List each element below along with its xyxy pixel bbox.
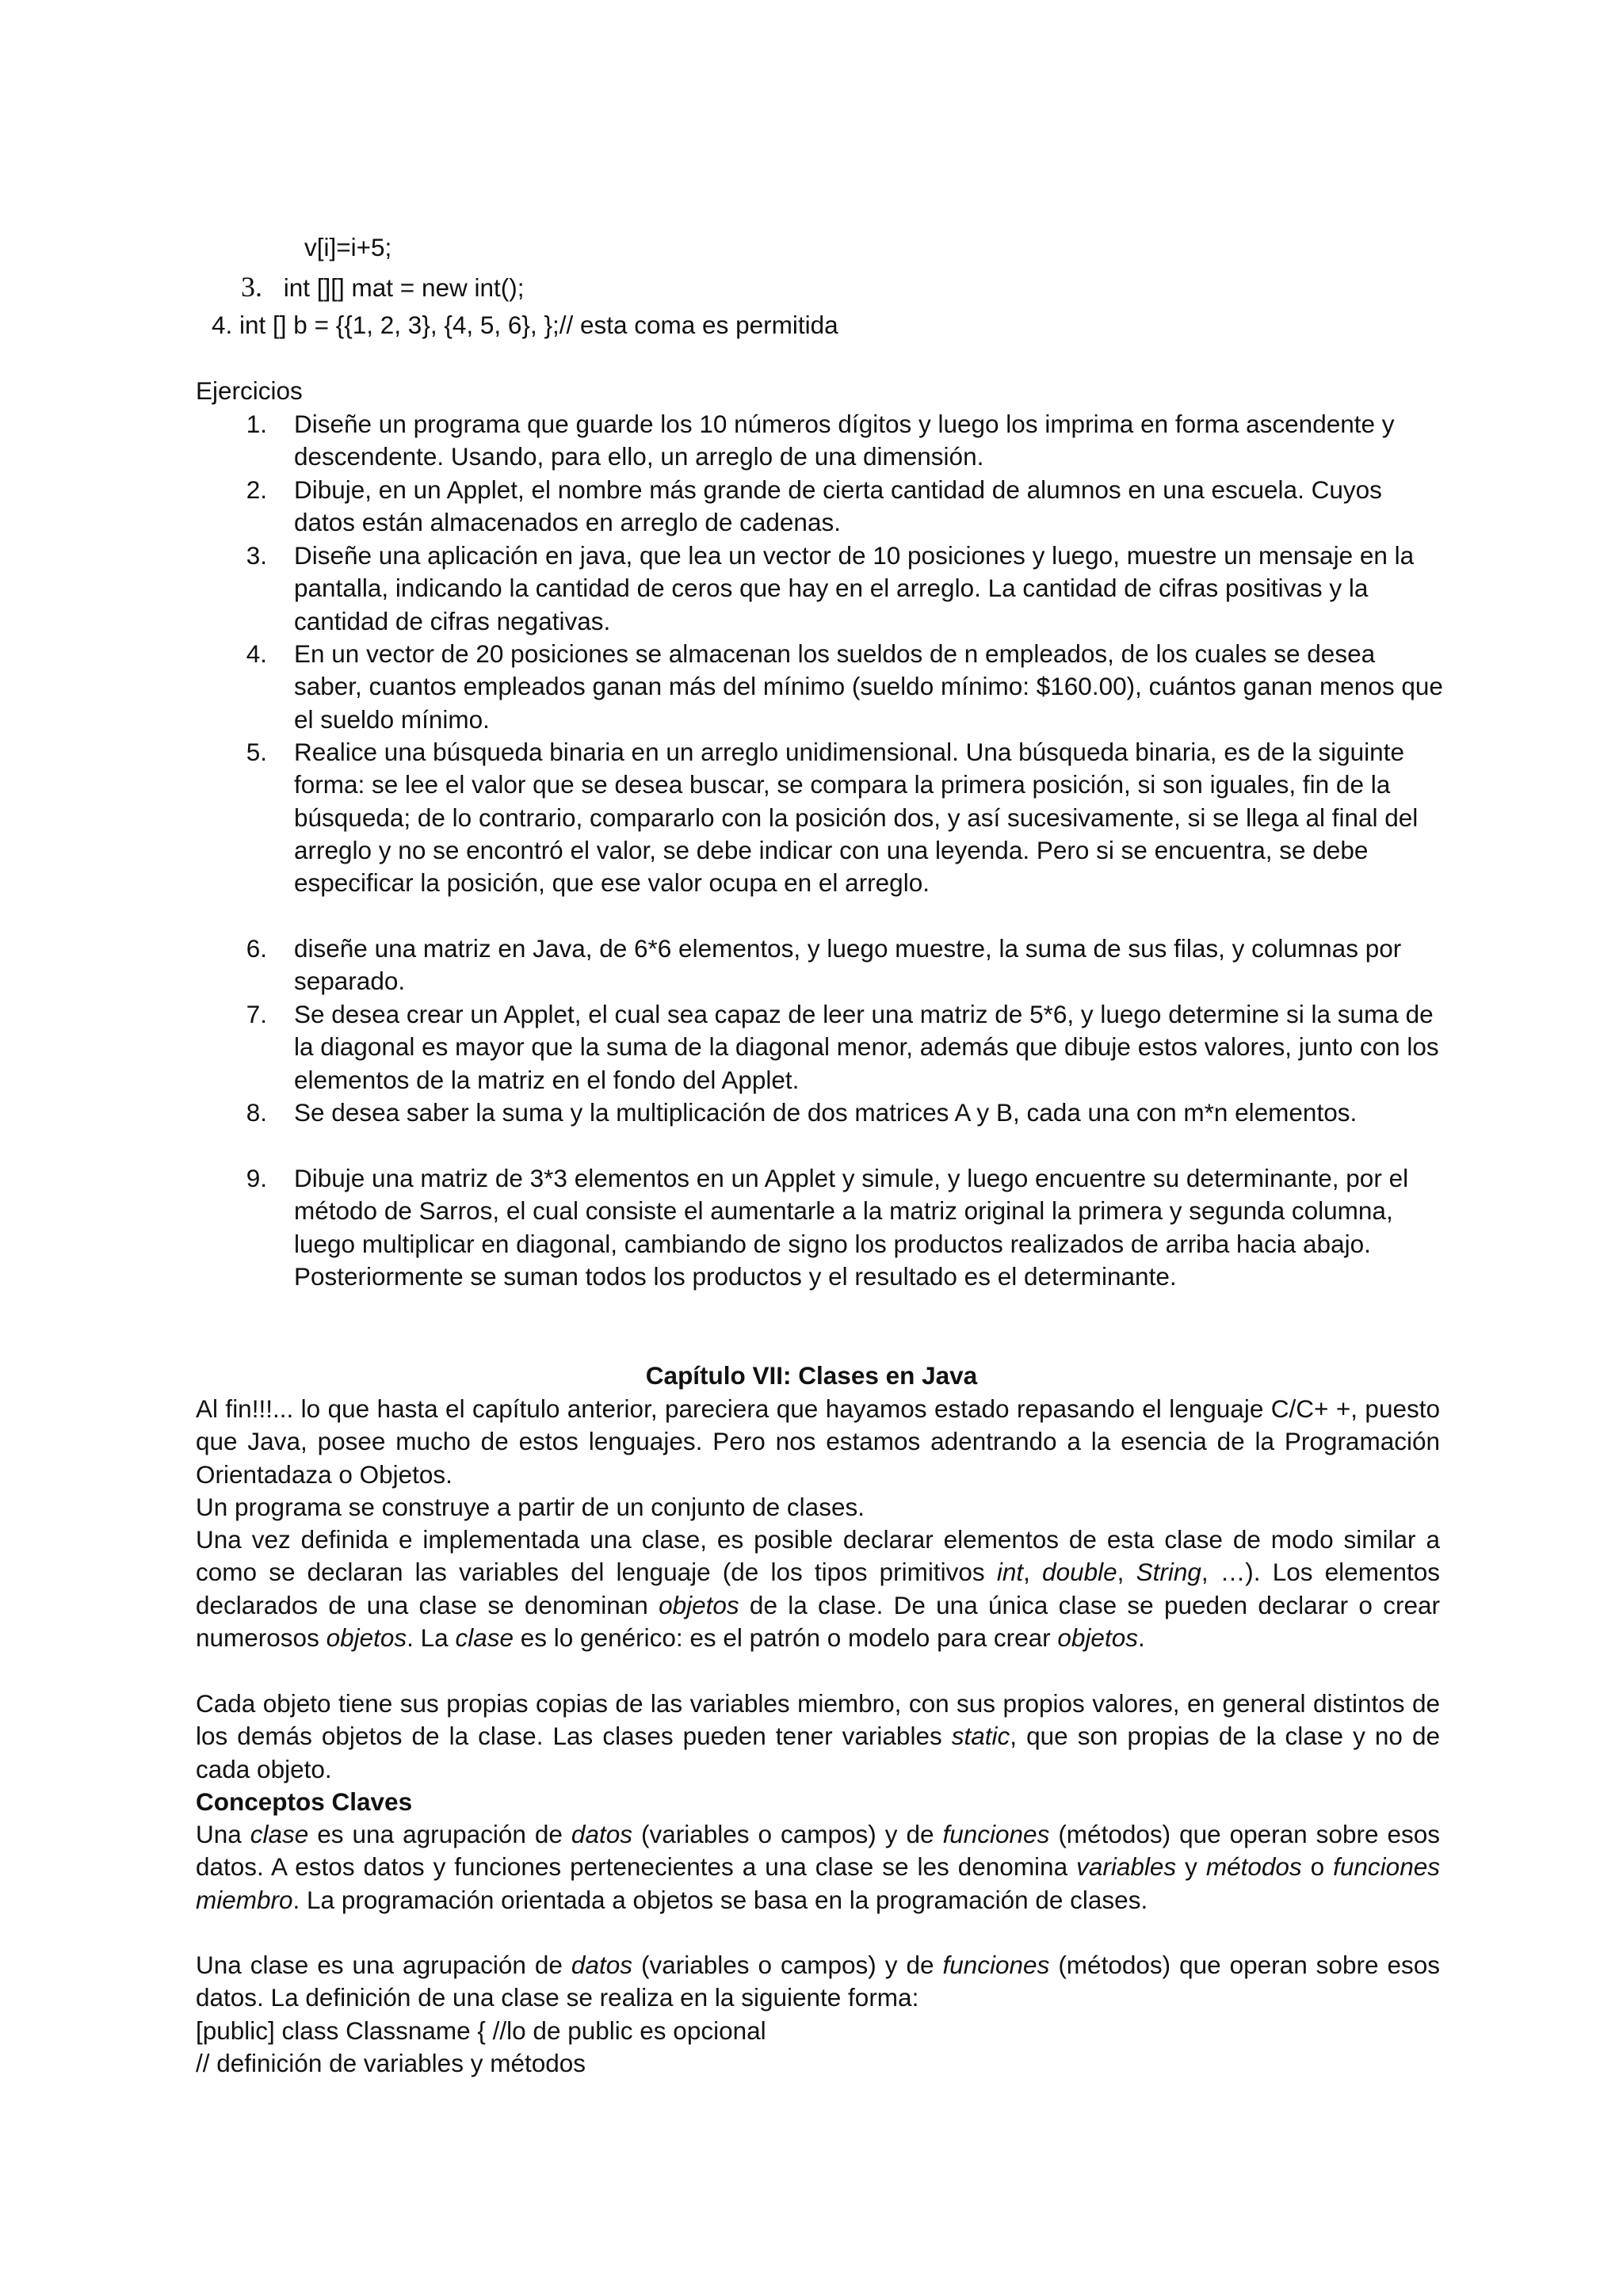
term-datos: datos xyxy=(571,1951,632,1979)
exercise-text: Realice una búsqueda binaria en un arreglo unidimensional. Una búsqueda binaria, es de la siguinte forma: se lee el valor que se desea buscar, se compara la primera posición, si son iguales, fin de la búsqueda; de lo contrario, compararlo con la posición dos, y así sucesivamente, si se llega al final del arreglo y no se encontró el valor, se debe indicar con una leyenda. Pero si se encuentra, se debe especificar la posición, que ese valor ocupa en el arreglo. xyxy=(294,738,1419,898)
exercise-item xyxy=(196,474,1440,540)
text-span: Una xyxy=(196,1820,250,1848)
term-clase: clase xyxy=(455,1623,514,1652)
keyword-string: String xyxy=(1136,1558,1201,1587)
term-objetos: objetos xyxy=(659,1590,739,1619)
text-span: Una vez definida e implementada una clase, es posible declarar elementos de esta clase de modo similar a como se declaran las variables del lenguaje (de los tipos primitivos xyxy=(196,1525,1440,1587)
exercise-item xyxy=(196,998,1440,1097)
section-heading-conceptos-claves: Conceptos Claves xyxy=(196,1787,413,1816)
chapter-title: Capítulo VII: Clases en Java xyxy=(645,1361,978,1390)
exercise-text: diseñe una matriz en Java, de 6*6 elementos, y luego muestre, la suma de sus filas, y columnas por separado. xyxy=(294,934,1402,996)
code-line-assign: v[i]=i+5; xyxy=(304,233,392,261)
text-span: (variables o campos) y de xyxy=(632,1951,943,1979)
text-span: y xyxy=(1176,1852,1206,1882)
keyword-int: int xyxy=(996,1558,1024,1587)
exercise-item xyxy=(196,540,1440,638)
term-funciones: funciones xyxy=(942,1951,1050,1979)
text-span: (métodos) que operan sobre esos datos. La definición de una clase se realiza en la siguiente forma: xyxy=(196,1951,1440,2012)
exercise-item xyxy=(196,1162,1440,1326)
text-span: es una agrupación de xyxy=(308,1820,571,1848)
text-span: (métodos) que operan sobre esos datos. A estos datos y funciones pertenecientes a una clase se les denomina xyxy=(196,1820,1440,1882)
term-objetos: objetos xyxy=(1057,1623,1138,1652)
exercise-text: Diseñe una aplicación en java, que lea un vector de 10 posiciones y luego, muestre un mensaje en la pantalla, indicando la cantidad de ceros que hay en el arreglo. La cantidad de cifras positivas y la cantidad de cifras negativas. xyxy=(294,541,1415,635)
exercise-text: Se desea crear un Applet, el cual sea capaz de leer una matriz de 5*6, y luego determine si la suma de la diagonal es mayor que la suma de la diagonal menor, además que dibuje estos valores, junto con los elementos de la matriz en el fondo del Applet. xyxy=(294,1000,1439,1094)
exercise-item xyxy=(196,1097,1440,1162)
text-span: (variables o campos) y de xyxy=(632,1820,943,1848)
keyword-static: static xyxy=(951,1722,1010,1751)
text-span: , que son propias de la clase y no de cada objeto. xyxy=(196,1722,1441,1783)
exercise-item xyxy=(196,933,1440,998)
text-span: . xyxy=(1137,1623,1145,1652)
term-clase: clase xyxy=(250,1820,309,1848)
text-span: , xyxy=(1023,1558,1043,1587)
code-class-declaration: [public] class Classname { //lo de public es opcional xyxy=(196,2016,766,2045)
code-comment-definitions: // definición de variables y métodos xyxy=(196,2049,586,2077)
chapter-intro-paragraph: Al fin!!!... lo que hasta el capítulo anterior, pareciera que hayamos estado repasando el lenguaje C/C+ +, puesto que Java, posee mucho de estos lenguajes. Pero nos estamos adentrando a la esencia de la Programación Orientadaza o Objetos. xyxy=(196,1394,1440,1489)
text-span: o xyxy=(1301,1852,1334,1882)
text-span: de la clase. De una única clase se pueden declarar o crear numerosos xyxy=(196,1590,1440,1652)
term-objetos: objetos xyxy=(326,1623,407,1652)
exercise-number: 5. xyxy=(246,738,267,766)
exercise-number: 9. xyxy=(246,1164,267,1192)
exercise-text: En un vector de 20 posiciones se almacenan los sueldos de n empleados, de los cuales se desea saber, cuantos empleados ganan más del mínimo (sueldo mínimo: $160.00), cuántos ganan menos que el sueldo mínimo. xyxy=(294,639,1443,734)
term-metodos: métodos xyxy=(1205,1852,1302,1882)
exercise-text: Se desea saber la suma y la multiplicación de dos matrices A y B, cada una con m*n elementos. xyxy=(294,1098,1358,1127)
exercise-number: 7. xyxy=(246,1000,267,1028)
text-span: Cada objeto tiene sus propias copias de las variables miembro, con sus propios valores, en general distintos de los demás objetos de la clase. Las clases pueden tener variables xyxy=(196,1689,1440,1751)
text-span: , xyxy=(1117,1558,1136,1587)
text-span: , …). Los elementos declarados de una clase se denominan xyxy=(196,1558,1441,1619)
term-variables: variables xyxy=(1076,1852,1177,1882)
classes-sentence: Un programa se construye a partir de un conjunto de clases. xyxy=(196,1493,865,1521)
class-definition-paragraph xyxy=(196,1818,1440,1917)
code-line-item-4: 4. int [] b = {{1, 2, 3}, {4, 5, 6}, };// esta coma es permitida xyxy=(212,311,838,339)
exercise-number: 2. xyxy=(246,475,267,504)
exercise-text: Dibuje, en un Applet, el nombre más grande de cierta cantidad de alumnos en una escuela. Cuyos datos están almacenados en arreglo de cadenas. xyxy=(294,475,1382,537)
exercise-number: 4. xyxy=(246,639,267,668)
exercise-item xyxy=(196,408,1440,474)
term-datos: datos xyxy=(571,1820,632,1848)
keyword-double: double xyxy=(1042,1558,1117,1587)
exercise-text: Dibuje una matriz de 3*3 elementos en un Applet y simule, y luego encuentre su determinante, por el método de Sarros, el cual consiste el aumentarle a la matriz original la primera y segunda columna, luego multiplicar en diagonal, cambiando de signo los productos realizados de arriba hacia abajo. Posteriormente se suman todos los productos y el resultado es el determinante. xyxy=(294,1164,1409,1291)
exercise-number: 3. xyxy=(246,541,267,570)
term-funciones-miembro: funciones miembro xyxy=(196,1852,1440,1914)
exercise-item xyxy=(196,638,1443,736)
exercise-text: Diseñe un programa que guarde los 10 números dígitos y luego los imprima en forma ascendente y descendente. Usando, para ello, un arreglo de una dimensión. xyxy=(294,410,1395,471)
object-copies-paragraph xyxy=(196,1688,1440,1786)
exercise-number: 8. xyxy=(246,1098,267,1127)
code-line-item-3-number: 3. xyxy=(241,271,262,303)
text-span: Una clase es una agrupación de xyxy=(196,1951,571,1979)
text-span: . La programación orientada a objetos se basa en la programación de clases. xyxy=(292,1885,1148,1914)
code-line-item-3-text: int [][] mat = new int(); xyxy=(283,273,525,302)
exercise-number: 1. xyxy=(246,410,267,438)
object-declaration-paragraph xyxy=(196,1524,1440,1654)
exercise-item xyxy=(196,736,1440,933)
text-span: es lo genérico: es el patrón o modelo para crear xyxy=(514,1623,1058,1652)
code-line-item-3 xyxy=(241,271,525,304)
class-syntax-paragraph xyxy=(196,1949,1440,2015)
term-funciones: funciones xyxy=(942,1820,1050,1848)
text-span: . La xyxy=(407,1623,456,1652)
exercises-heading: Ejercicios xyxy=(196,376,303,405)
exercise-number: 6. xyxy=(246,934,267,963)
